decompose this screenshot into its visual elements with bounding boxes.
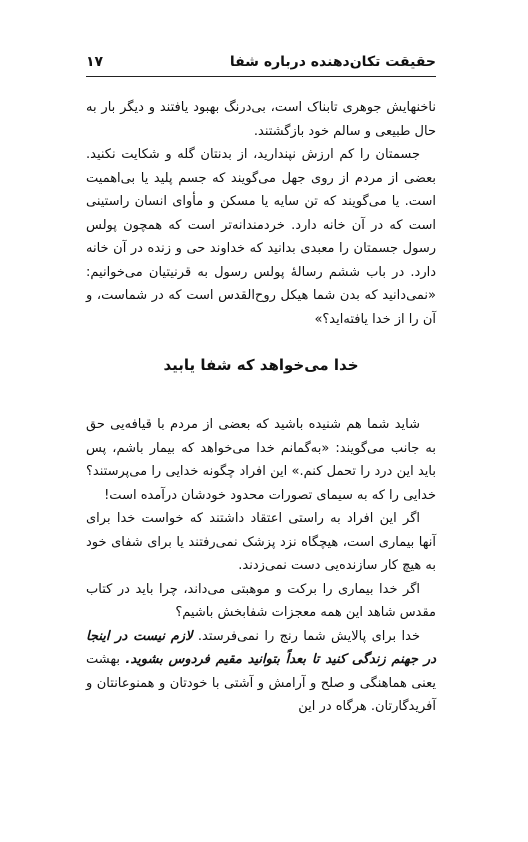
page-number: ۱۷	[86, 54, 104, 70]
paragraph: ناخنهایش جوهری تابناک است، بی‌درنگ بهبود یافتند و دیگر بار به حال طبیعی و سالم خود بازگشتند.	[86, 100, 436, 139]
paragraph: جسمتان را کم ارزش نپندارید، از بدنتان گله و شکایت نکنید. بعضی از مردم از روی جهل می‌گویند که جسم پلید یا بی‌اهمیت است. یا می‌گویند که تن سایه یا مسکن و مأوای انسان راستینی است که در آن خانه دارد. خردمندانه‌تر است که همچون پولس رسول جسمتان را معبدی بدانید که خداوند حی و زنده در آن خانه دارد. در باب ششم رسالهٔ پولس رسول به قرنیتیان می‌خوانیم: «نمی‌دانید که بدن شما هیکل روح‌القدس است که در شماست، و آن را از خدا یافته‌اید؟»	[86, 147, 436, 327]
emphasized-text: لازم نیست در اینجا در جهنم زندگی کنید تا بعداً بتوانید مقیم فردوس بشوید.	[86, 628, 436, 667]
paragraph: اگر این افراد به راستی اعتقاد داشتند که خواست خدا برای آنها بیماری است، هیچگاه نزد پزشک نمی‌رفتند یا برای شفای خود به هیچ کار سازنده‌یی دست نمی‌زدند.	[86, 511, 436, 573]
paragraph: اگر خدا بیماری را برکت و موهبتی می‌داند، چرا باید در کتاب مقدس شاهد این همه معجزات شفابخش باشیم؟	[86, 581, 436, 620]
section-2-text	[86, 413, 436, 719]
section-heading: خدا می‌خواهد که شفا یابید	[163, 356, 359, 374]
paragraph-text: خدا برای پالایش شما رنج را نمی‌فرستد.	[192, 628, 421, 644]
paragraph-text: بهشت یعنی هماهنگی و صلح و آرامش و آشتی با خودتان و همنوعانتان و آفریدگارتان. هرگاه در این	[86, 652, 436, 714]
paragraph: شاید شما هم شنیده باشید که بعضی از مردم با قیافه‌یی حق به جانب می‌گویند: «به‌گمانم خدا می‌خواهد که بیمار باشم، پس باید این درد را تحمل کنم.» این افراد چگونه خدایی را می‌پرستند؟ خدایی را که به سیمای تصورات محدود خودشان درآمده است!	[86, 417, 436, 503]
page-header	[86, 52, 436, 74]
header-rule	[86, 76, 436, 77]
section-1-text	[86, 96, 436, 331]
paragraph	[86, 625, 436, 719]
running-title: حقیقت تکان‌دهنده درباره شفا	[229, 54, 436, 70]
